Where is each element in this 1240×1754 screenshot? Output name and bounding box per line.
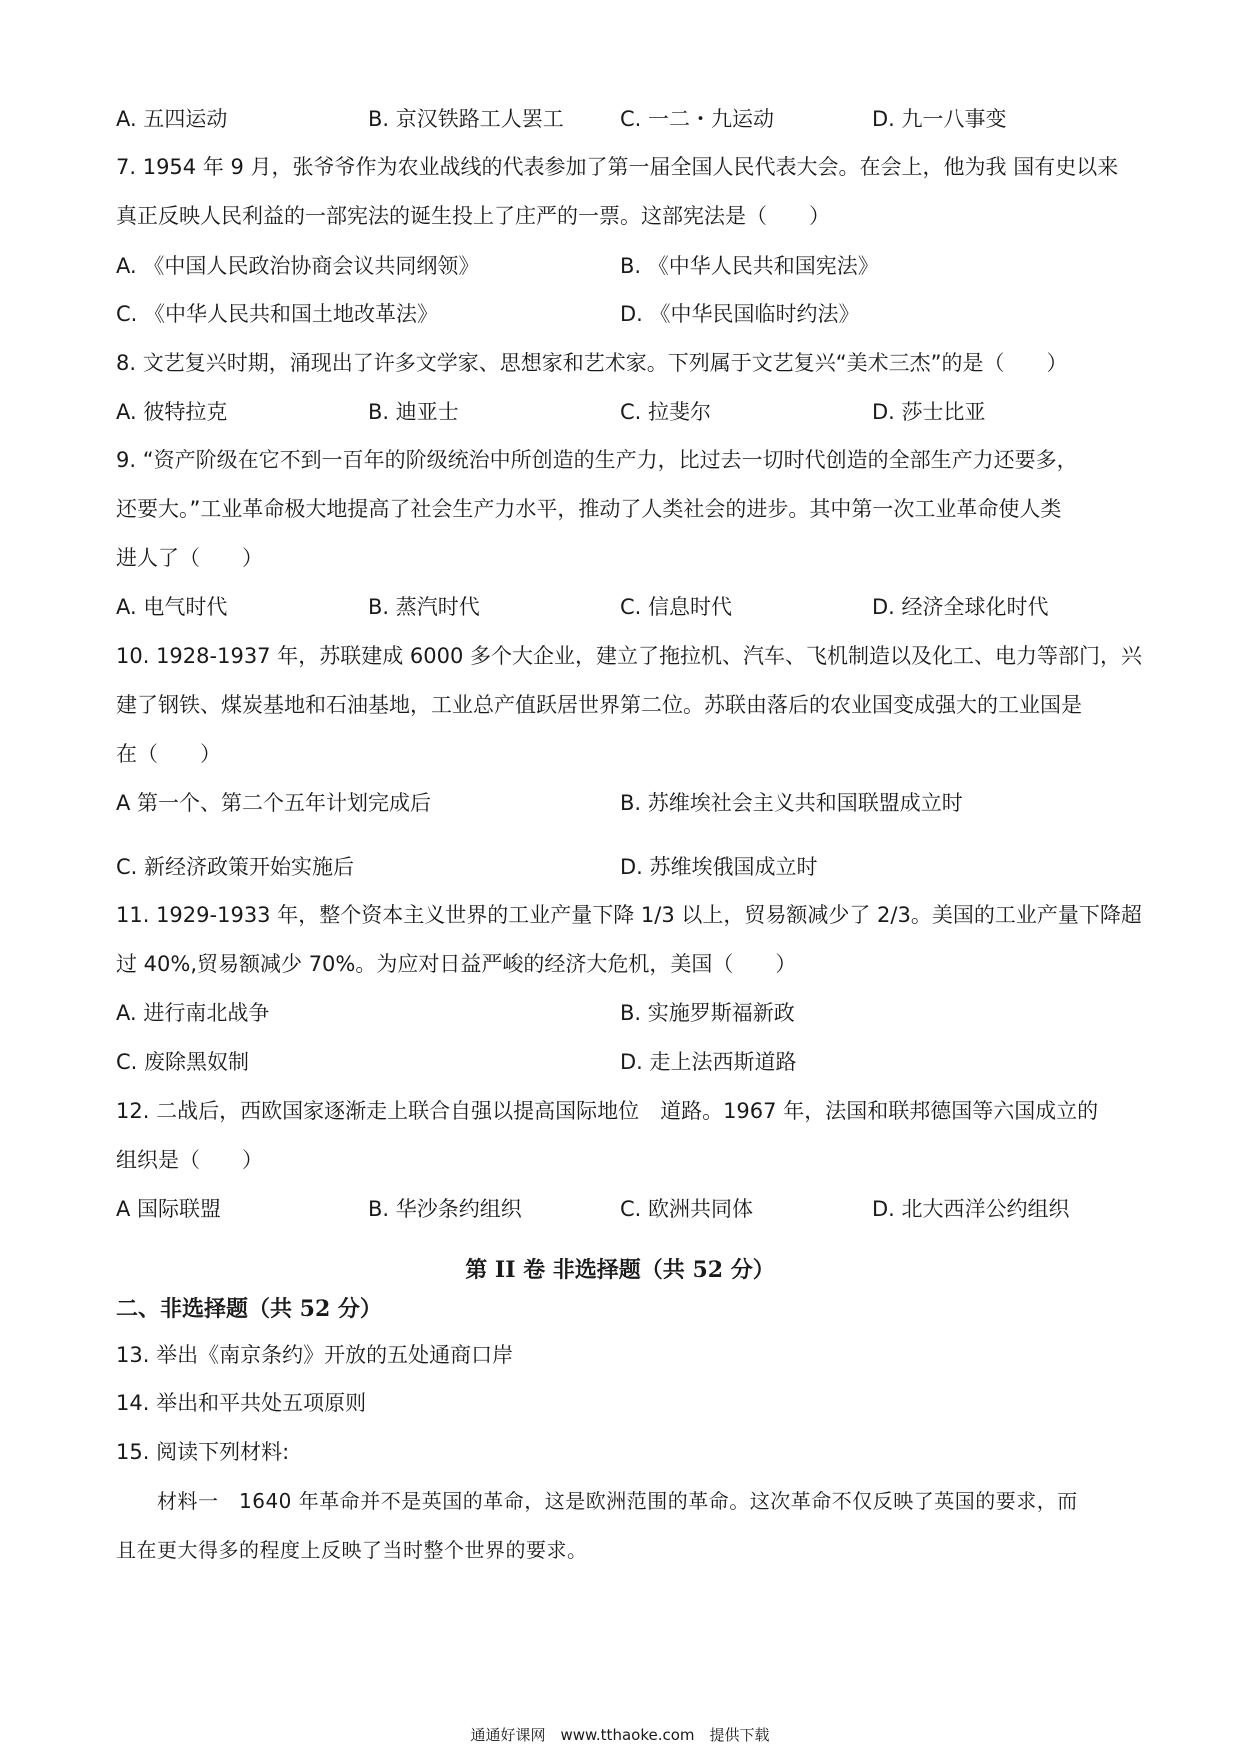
q9-option-d: D. 经济全球化时代	[872, 595, 1049, 619]
q12-option-d: D. 北大西洋公约组织	[872, 1197, 1070, 1221]
q6-option-c: C. 一二・九运动	[620, 107, 775, 131]
q12-option-b: B. 华沙条约组织	[368, 1197, 522, 1221]
q12-option-c: C. 欧洲共同体	[620, 1197, 754, 1221]
q11-option-b: B. 实施罗斯福新政	[620, 1001, 795, 1025]
q9-option-b: B. 蒸汽时代	[368, 595, 480, 619]
q9-stem-line2: 还要大。”工业革命极大地提高了社会生产力水平，推动了人类社会的进步。其中第一次工业革命使人类	[116, 497, 1062, 521]
page-footer: 通通好课网 www.tthaoke.com 提供下载	[470, 1726, 770, 1744]
q11-option-a: A. 进行南北战争	[116, 1001, 270, 1025]
q11-stem-line2: 过 40%,贸易额减少 70%。为应对日益严峻的经济大危机，美国（ ）	[116, 952, 797, 976]
material1-line1: 材料一 1640 年革命并不是英国的革命，这是欧洲范围的革命。这次革命不仅反映了英国的要求，而	[116, 1489, 1078, 1513]
q6-option-d: D. 九一八事变	[872, 107, 1007, 131]
q10-stem-line3: 在（ ）	[116, 742, 221, 766]
q10-stem-line2: 建了钢铁、煤炭基地和石油基地，工业总产值跃居世界第二位。苏联由落后的农业国变成强大的工业国是	[116, 693, 1082, 717]
q12-stem-line1: 12. 二战后，西欧国家逐渐走上联合自强以提高国际地位 道路。1967 年，法国和联邦德国等六国成立的	[116, 1099, 1099, 1123]
q10-option-b: B. 苏维埃社会主义共和国联盟成立时	[620, 791, 963, 815]
q7-option-a: A. 《中国人民政治协商会议共同纲领》	[116, 254, 480, 278]
q7-stem-line1: 7. 1954 年 9 月，张爷爷作为农业战线的代表参加了第一届全国人民代表大会。在会上，他为我 国有史以来	[116, 155, 1119, 179]
material1-line2: 且在更大得多的程度上反映了当时整个世界的要求。	[116, 1538, 588, 1562]
q9-stem-line3: 进人了（ ）	[116, 546, 263, 570]
q11-option-c: C. 废除黑奴制	[116, 1050, 250, 1074]
q8-option-a: A. 彼特拉克	[116, 400, 228, 424]
q7-option-b: B. 《中华人民共和国宪法》	[620, 254, 879, 278]
q9-option-a: A. 电气时代	[116, 595, 228, 619]
q11-stem-line1: 11. 1929-1933 年，整个资本主义世界的工业产量下降 1/3 以上，贸易额减少了 2/3。美国的工业产量下降超	[116, 903, 1142, 927]
q8-option-b: B. 迪亚士	[368, 400, 459, 424]
q10-stem-line1: 10. 1928-1937 年，苏联建成 6000 多个大企业，建立了拖拉机、汽车、飞机制造以及化工、电力等部门，兴	[116, 644, 1143, 668]
q12-option-a: A 国际联盟	[116, 1197, 222, 1221]
q14-stem: 14. 举出和平共处五项原则	[116, 1391, 367, 1415]
q13-stem: 13. 举出《南京条约》开放的五处通商口岸	[116, 1343, 514, 1367]
q7-option-c: C. 《中华人民共和国土地改革法》	[116, 302, 439, 326]
part2-title: 第 II 卷 非选择题（共 52 分）	[465, 1257, 775, 1283]
q10-option-a: A 第一个、第二个五年计划完成后	[116, 791, 432, 815]
q9-stem-line1: 9. “资产阶级在它不到一百年的阶级统治中所创造的生产力，比过去一切时代创造的全部生产力还要多，	[116, 448, 1078, 472]
q8-option-d: D. 莎士比亚	[872, 400, 986, 424]
q6-option-a: A. 五四运动	[116, 107, 228, 131]
q7-stem-line2: 真正反映人民利益的一部宪法的诞生投上了庄严的一票。这部宪法是（ ）	[116, 204, 830, 228]
q10-option-c: C. 新经济政策开始实施后	[116, 855, 355, 879]
q10-option-d: D. 苏维埃俄国成立时	[620, 855, 818, 879]
q11-option-d: D. 走上法西斯道路	[620, 1050, 797, 1074]
q8-stem-line1: 8. 文艺复兴时期，涌现出了许多文学家、思想家和艺术家。下列属于文艺复兴“美术三杰”的是（ ）	[116, 351, 1068, 375]
q12-stem-line2: 组织是（ ）	[116, 1148, 263, 1172]
q8-option-c: C. 拉斐尔	[620, 400, 712, 424]
q9-option-c: C. 信息时代	[620, 595, 733, 619]
section2-heading: 二、非选择题（共 52 分）	[116, 1296, 382, 1322]
q7-option-d: D. 《中华民国临时约法》	[620, 302, 860, 326]
q6-option-b: B. 京汉铁路工人罢工	[368, 107, 564, 131]
q15-stem: 15. 阅读下列材料:	[116, 1440, 290, 1464]
